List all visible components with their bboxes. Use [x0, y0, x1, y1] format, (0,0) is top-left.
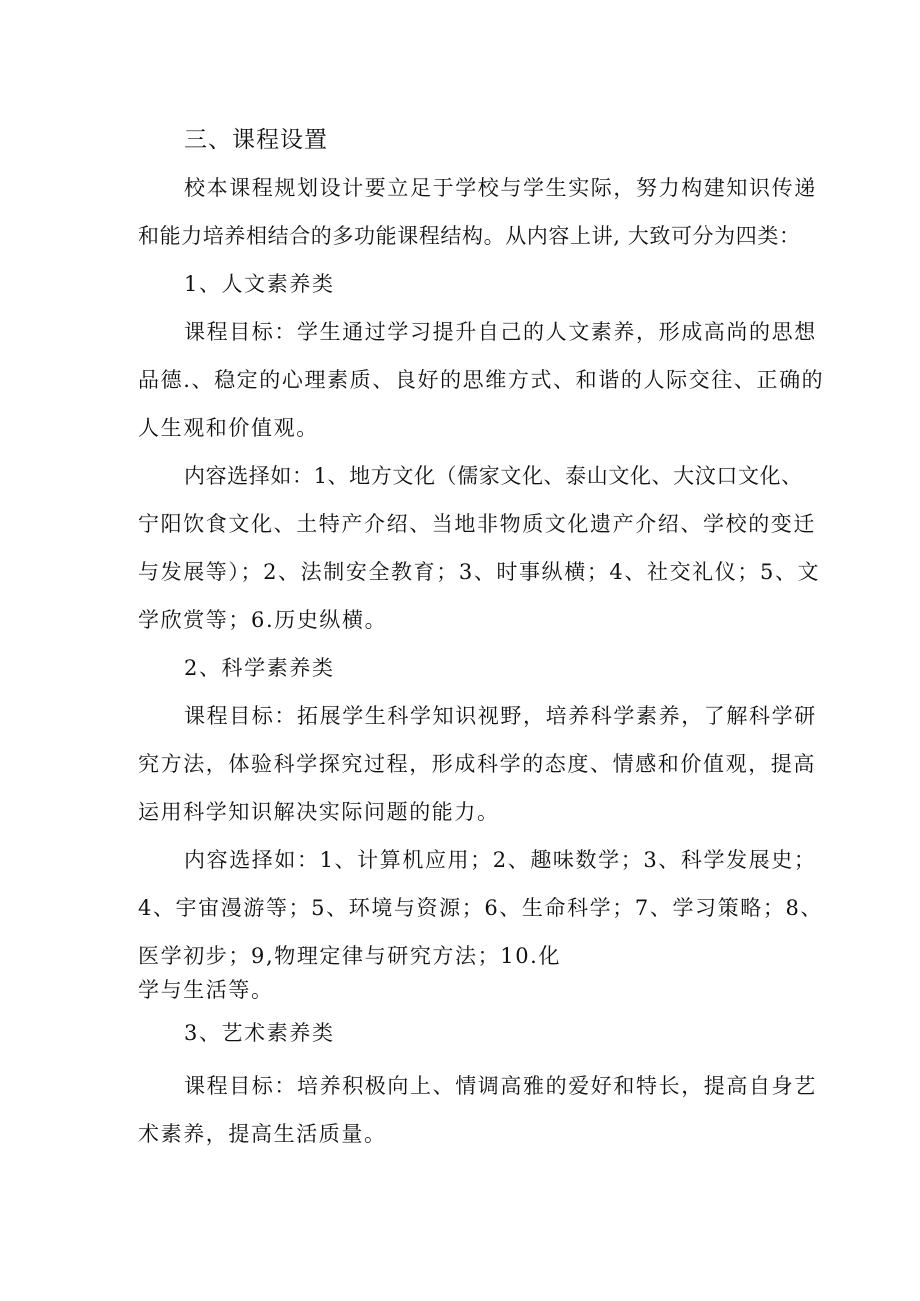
- category-2-goal-line-3: 运用科学知识解决实际问题的能力。: [138, 800, 500, 824]
- intro-line-2: 和能力培养相结合的多功能课程结构。从内容上讲, 大致可分为四类：: [138, 224, 801, 248]
- category-3-goal-line-2: 术素养，提高生活质量。: [138, 1122, 387, 1146]
- section-title: 三、课程设置: [184, 127, 328, 153]
- category-1-goal-line-2: 品德.、稳定的心理素质、良好的思维方式、和谐的人际交往、正确的: [138, 368, 825, 392]
- category-1-content-line-1: 内容选择如：1、地方文化（儒家文化、泰山文化、大汶口文化、: [184, 464, 803, 488]
- category-3-title: 3、艺术素养类: [184, 1021, 335, 1045]
- category-2-content-line-1: 内容选择如：1、计算机应用；2、趣味数学；3、科学发展史；: [184, 848, 817, 872]
- category-1-content-line-4: 学欣赏等；6.历史纵横。: [138, 608, 388, 632]
- category-2-content-line-2: 4、宇宙漫游等；5、环境与资源；6、生命科学；7、学习策略；8、: [138, 896, 824, 920]
- category-1-title: 1、人文素养类: [184, 272, 335, 296]
- category-1-goal-line-3: 人生观和价值观。: [138, 416, 319, 440]
- category-2-goal-line-1: 课程目标：拓展学生科学知识视野，培养科学素养，了解科学研: [184, 704, 817, 728]
- category-2-content-line-4: 学与生活等。: [138, 978, 274, 1002]
- intro-line-1: 校本课程规划设计要立足于学校与学生实际，努力构建知识传递: [184, 176, 817, 200]
- category-1-content-line-2: 宁阳饮食文化、土特产介绍、当地非物质文化遗产介绍、学校的变迁: [138, 512, 816, 536]
- category-2-title: 2、科学素养类: [184, 656, 335, 680]
- category-1-content-line-3: 与发展等）；2、法制安全教育；3、时事纵横；4、社交礼仪；5、文: [138, 560, 821, 584]
- category-3-goal-line-1: 课程目标：培养积极向上、情调高雅的爱好和特长，提高自身艺: [184, 1074, 817, 1098]
- category-1-goal-line-1: 课程目标：学生通过学习提升自己的人文素养，形成高尚的思想: [184, 320, 817, 344]
- category-2-goal-line-2: 究方法，体验科学探究过程，形成科学的态度、情感和价值观，提高: [138, 752, 816, 776]
- category-2-content-line-3: 医学初步；9,物理定律与研究方法；10.化: [138, 944, 562, 968]
